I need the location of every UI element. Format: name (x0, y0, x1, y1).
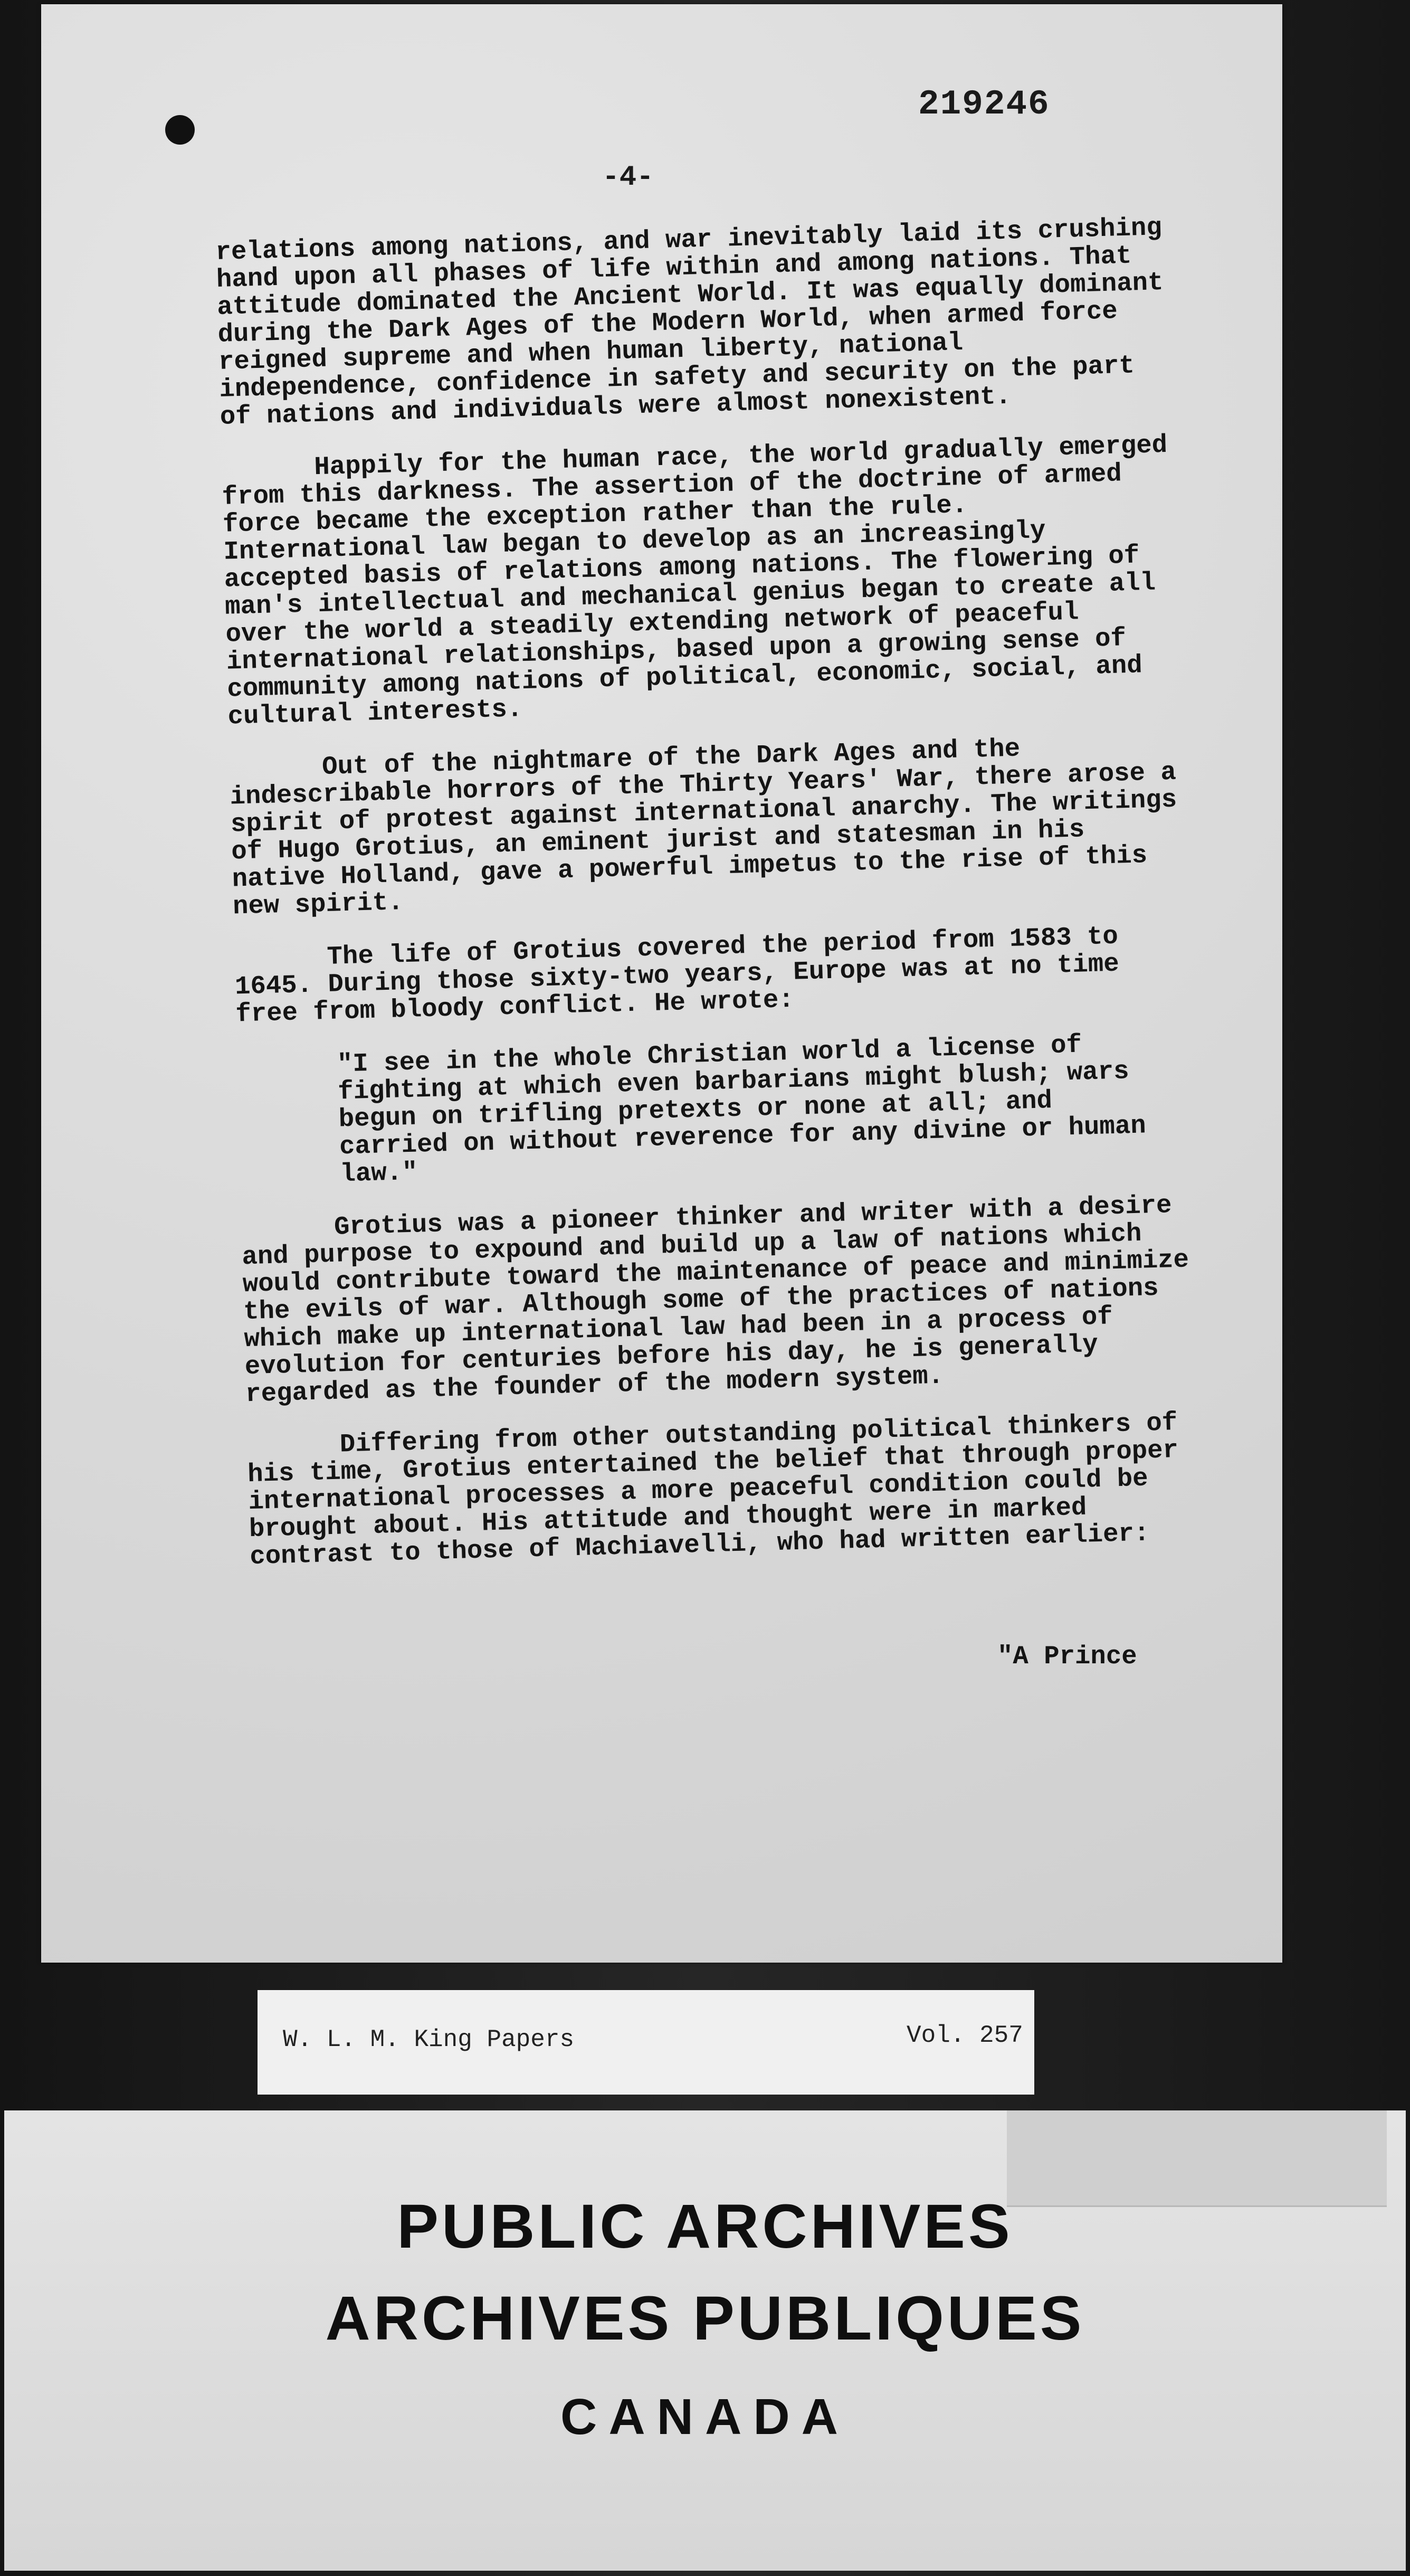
punch-hole (165, 115, 195, 145)
archive-title-english: PUBLIC ARCHIVES (397, 2192, 1013, 2261)
document-number: 219246 (918, 84, 1050, 124)
paragraph-2: Happily for the human race, the world gradually emerged from this darkness. The assertion of the doctrine of armed force became the exception rather than the rule. International law began to develop as an increasingly accepted basis of relations among nations. The flowering of man's intellectual and mechanical genius began to create all over the world a steadily extending network of peaceful international relationships, based upon a growing sense of community among nations of political, economic, social, and cultural interests. (222, 430, 1168, 732)
paragraph-5: Grotius was a pioneer thinker and writer with a desire and purpose to expound and build up a law of nations which would contribute toward the maintenance of peace and minimize the evils of war. Although some of the practices of nations which make up international law had been in a process of evolution for centuries before his day, he is generally regarded as the founder of the modern system. (241, 1190, 1189, 1409)
archive-title-french: ARCHIVES PUBLIQUES (325, 2284, 1085, 2353)
archive-card (4, 2110, 1406, 2571)
paragraph-4: The life of Grotius covered the period from 1583 to 1645. During those sixty-two years, Europe was at no time free from bloody conflict. He wrote: (234, 921, 1120, 1029)
archive-country: CANADA (560, 2389, 850, 2445)
continuation-catchword: "A Prince (997, 1642, 1137, 1671)
grotius-quote: "I see in the whole Christian world a license of fighting at which even barbarians might blush; wars begun on trifling pretexts or none at all; and carried on without reverence for any divine or human law." (337, 1030, 1147, 1189)
collection-name: W. L. M. King Papers (283, 2026, 575, 2053)
paragraph-3: Out of the nightmare of the Dark Ages and the indescribable horrors of the Thirty Years' War, there arose a spirit of protest against international anarchy. The writings of Hugo Grotius, an eminent jurist and statesman in his native Holland, gave a powerful impetus to the rise of this new spirit. (229, 734, 1177, 922)
paragraph-6: Differing from other outstanding political thinkers of his time, Grotius entertained the belief that through proper international processes a more peaceful condition could be brought about. His attitude and thought were in marked contrast to those of Machiavelli, who had written earlier: (247, 1408, 1179, 1572)
paragraph-1: relations among nations, and war inevitably laid its crushing hand upon all phases of life within and among nations. That attitude dominated the Ancient World. It was equally dominant during the Dark Ages of the Modern World, when armed force reigned supreme and when human liberty, national independence, confidence in safety and security on the part of nations and individuals were almost nonexistent. (215, 213, 1164, 432)
collection-label (258, 1990, 1034, 2095)
document-body (215, 213, 1211, 1596)
page-number: -4- (602, 162, 654, 194)
volume-number: Vol. 257 (907, 2022, 1023, 2049)
